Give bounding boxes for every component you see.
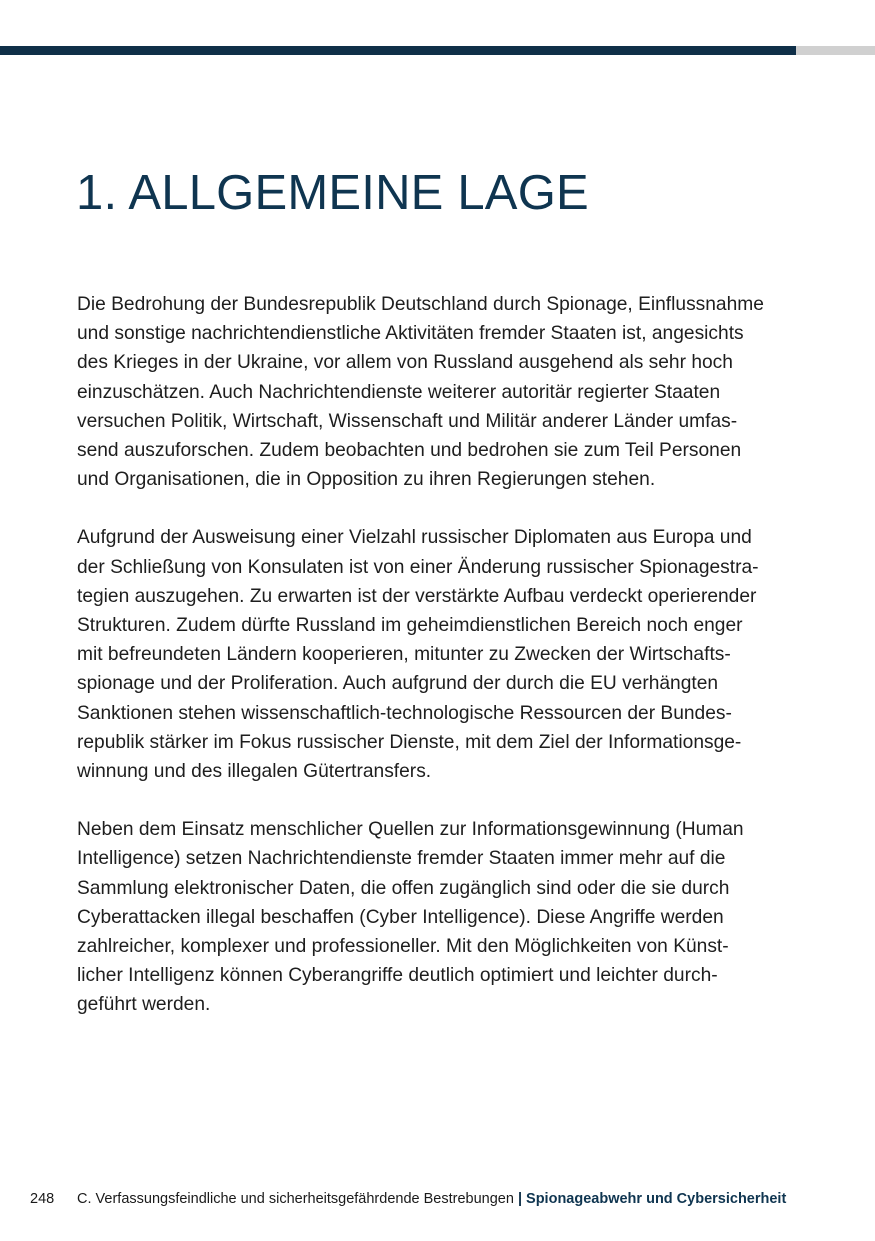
text-line: republik stärker im Fokus russischer Dienste, mit dem Ziel der Informationsge-: [77, 731, 742, 753]
text-line: und Organisationen, die in Opposition zu ihren Regierungen stehen.: [77, 469, 656, 491]
text-line: versuchen Politik, Wirtschaft, Wissenschaft und Militär anderer Länder umfas-: [77, 410, 738, 432]
text-line: tegien auszugehen. Zu erwarten ist der verstärkte Aufbau verdeckt operierender: [77, 585, 757, 607]
footer-chapter: C. Verfassungsfeindliche und sicherheitsgefährdende Bestrebungen: [77, 1191, 514, 1207]
text-line: Aufgrund der Ausweisung einer Vielzahl russischer Diplomaten aus Europa und: [77, 527, 752, 549]
text-line: der Schließung von Konsulaten ist von einer Änderung russischer Spionagestra-: [77, 556, 759, 578]
header-bar-accent: [796, 46, 875, 55]
page-number: 248: [30, 1191, 55, 1207]
text-line: Sammlung elektronischer Daten, die offen zugänglich sind oder die sie durch: [77, 877, 730, 899]
text-line: Cyberattacken illegal beschaffen (Cyber Intelligence). Diese Angriffe werden: [77, 906, 724, 928]
text-line: Intelligence) setzen Nachrichtendienste fremder Staaten immer mehr auf die: [77, 848, 726, 870]
text-line: zahlreicher, komplexer und professioneller. Mit den Möglichkeiten von Künst-: [77, 936, 729, 958]
text-line: licher Intelligenz können Cyberangriffe deutlich optimiert und leichter durch-: [77, 965, 718, 987]
text-line: geführt werden.: [77, 994, 211, 1016]
text-line: einzuschätzen. Auch Nachrichtendienste weiterer autoritär regierter Staaten: [77, 381, 721, 403]
text-line: spionage und der Proliferation. Auch aufgrund der durch die EU verhängten: [77, 673, 719, 695]
paragraph: [77, 523, 802, 786]
paragraph: [77, 815, 802, 1019]
page-title: 1. ALLGEMEINE LAGE: [76, 166, 589, 220]
text-line: winnung und des illegalen Gütertransfers.: [77, 761, 432, 783]
text-line: Die Bedrohung der Bundesrepublik Deutschland durch Spionage, Einflussnahme: [77, 294, 764, 315]
text-line: Sanktionen stehen wissenschaftlich-technologische Ressourcen der Bundes-: [77, 702, 732, 724]
body-text: [77, 290, 802, 1049]
footer-separator: |: [517, 1191, 522, 1207]
text-line: send auszuforschen. Zudem beobachten und bedrohen sie zum Teil Personen: [77, 440, 742, 462]
text-line: Neben dem Einsatz menschlicher Quellen zur Informationsgewinnung (Human: [77, 819, 744, 841]
text-line: und sonstige nachrichtendienstliche Aktivitäten fremder Staaten ist, angesichts: [77, 323, 744, 345]
text-line: des Krieges in der Ukraine, vor allem von Russland ausgehend als sehr hoch: [77, 352, 733, 374]
paragraph: [77, 290, 802, 494]
header-bar: [0, 46, 796, 55]
text-line: mit befreundeten Ländern kooperieren, mitunter zu Zwecken der Wirtschafts-: [77, 644, 731, 666]
text-line: Strukturen. Zudem dürfte Russland im geheimdienstlichen Bereich noch enger: [77, 615, 743, 637]
page-footer: [30, 1188, 786, 1210]
footer-section-title: Spionageabwehr und Cybersicherheit: [526, 1191, 787, 1207]
